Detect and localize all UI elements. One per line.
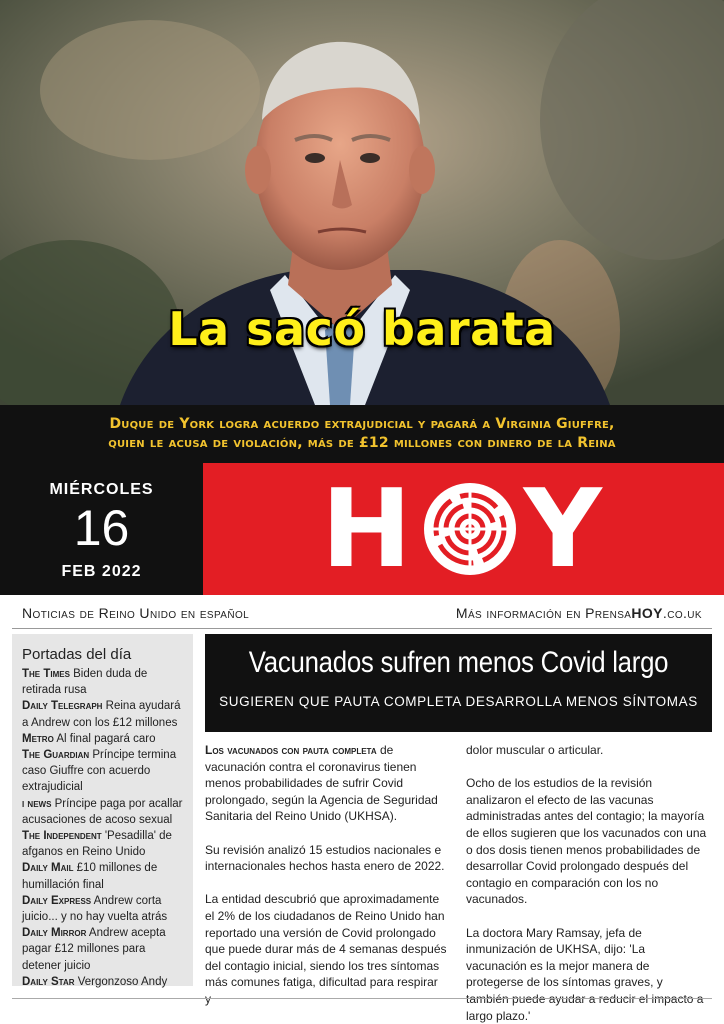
story-paragraph-4: Ocho de los estudios de la revisión analizaron el efecto de las vacunas administradas antes del contagio; la mayoría de ellos sugieren que los vacunados con una o dos dosis tienen menos probabilidades de desarrollar Covid prolongado después del contagio en comparación con los no vacunados. — [466, 776, 707, 907]
newspaper-name: Daily Telegraph — [22, 700, 103, 713]
sidebar-item — [22, 974, 185, 990]
newspaper-headline: Andrew acepta pagar £12 millones para detener juicio — [22, 927, 166, 972]
sidebar-item — [22, 698, 185, 730]
newspaper-headline: 'Pesadilla' de afganos en Reino Unido — [22, 830, 172, 859]
hero-photo — [0, 0, 724, 405]
subheadline-line-1: Duque de York logra acuerdo extrajudicial y pagará a Virginia Giuffre, — [109, 416, 615, 432]
divider-top — [12, 628, 712, 629]
sidebar-item — [22, 796, 185, 828]
main-headline: La sacó barata — [168, 302, 556, 356]
newspaper-name: The Times — [22, 668, 70, 680]
story-paragraph-3: La entidad descubrió que aproximadamente el 2% de los ciudadanos de Reino Unido han reportado una versión de Covid prolongado que puede durar más de 4 semanas después del contagio inicial, siendo los tres síntomas más comunes fatiga, dificultad para respirar — [205, 892, 447, 990]
logo-letter-y: Y — [523, 466, 606, 592]
newspaper-headline: Al final pagará caro — [53, 732, 156, 745]
sidebar-item — [22, 925, 185, 974]
newspaper-name: The Guardian — [22, 749, 90, 762]
story-column-2 — [466, 742, 708, 1024]
story-lead: Los vacunados con pauta completa — [205, 743, 377, 757]
story-subtitle: SUGIEREN QUE PAUTA COMPLETA DESARROLLA MENOS SÍNTOMAS — [219, 694, 698, 709]
info-strip — [0, 598, 724, 628]
website-brand: HOY — [631, 605, 663, 621]
newspaper-headline: Biden duda de retirada rusa — [22, 668, 148, 697]
sidebar-item — [22, 731, 185, 747]
newspaper-headline: Príncipe termina caso Giuffre con acuerdo extrajudicial — [22, 749, 177, 794]
newspaper-headline: Príncipe paga por acallar acusaciones de acoso sexual — [22, 797, 183, 826]
newspaper-headline: Vergonzoso Andy — [74, 975, 168, 988]
story-paragraph-5: La doctora Mary Ramsay, jefa de inmunización de UKHSA, dijo: 'La vacunación es la mejor manera de protegerse de los síntomas graves, y largo plazo.' — [466, 925, 663, 1023]
newspaper-name: i news — [22, 797, 52, 810]
story-paragraph-3-cont: dolor muscular o articular. — [466, 743, 604, 757]
newspaper-name: Daily Mirror — [22, 927, 87, 940]
newspaper-name: Daily Express — [22, 894, 92, 907]
front-pages-sidebar — [12, 634, 193, 986]
sidebar-title: Portadas del día — [22, 646, 132, 663]
newspaper-name: The Independent — [22, 830, 102, 843]
divider-bottom — [12, 998, 712, 999]
tagline: Noticias de Reino Unido en español — [22, 605, 250, 621]
website-prefix: Más información en Prensa — [455, 605, 632, 621]
newspaper-name: Metro — [22, 732, 54, 745]
hoy-logo[interactable] — [203, 463, 724, 595]
subheadline-line-2: quien le acusa de violación, más de £12 millones con dinero de la Reina — [108, 435, 616, 451]
newspaper-headline: £10 millones de humillación final — [22, 862, 158, 891]
date-month-year: FEB 2022 — [61, 563, 142, 580]
sidebar-item — [22, 828, 185, 860]
newspaper-headline: Andrew corta juicio... y no hay vuelta atrás — [22, 894, 168, 924]
newspaper-name: Daily Star — [22, 975, 75, 988]
story-header — [205, 634, 712, 732]
target-icon — [422, 481, 518, 577]
website-suffix: .co.uk — [662, 605, 702, 621]
sidebar-item — [22, 666, 185, 698]
sidebar-item — [22, 893, 185, 925]
sidebar-item — [22, 747, 185, 796]
date-day: 16 — [73, 500, 130, 556]
subheadline-band — [0, 405, 724, 463]
story-title: Vacunados sufren menos Covid largo — [248, 646, 669, 679]
newspaper-headline: Reina ayudará a Andrew con los £12 millones — [22, 700, 181, 729]
logo-letter-h: H — [321, 466, 416, 592]
story-paragraph-1: de vacunación contra el coronavirus tienen menos probabilidades de sufrir Covid prolongado, según la Agencia de Seguridad Sanitaria del Reino Unido (UKHSA). — [205, 743, 438, 824]
website-link[interactable] — [456, 605, 702, 621]
newspaper-name: Daily Mail — [22, 862, 74, 875]
sidebar-item — [22, 860, 185, 892]
story-column-1 — [205, 742, 447, 1024]
date-weekday: MIÉRCOLES — [49, 481, 154, 498]
story-paragraph-2: Su revisión analizó 15 estudios nacionales e internacionales hechos hasta enero de 2022. — [205, 842, 445, 874]
story-paragraph — [205, 742, 447, 825]
date-box — [0, 463, 203, 595]
